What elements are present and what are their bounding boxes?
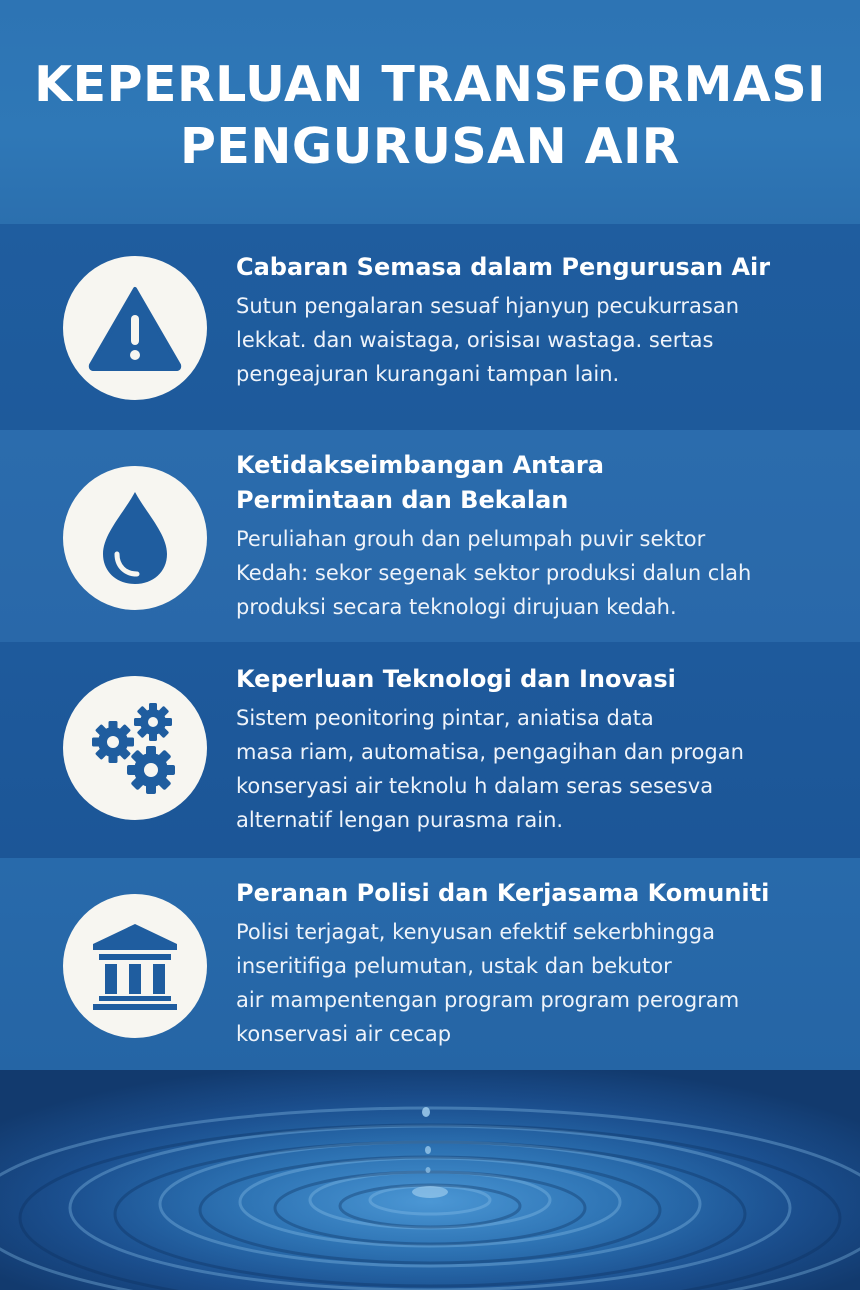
section-4-text <box>236 876 820 1051</box>
section-2-title <box>236 448 820 518</box>
section-4-body <box>236 915 820 1051</box>
section-2-title-line: Permintaan dan Bekalan <box>236 486 569 514</box>
section-3-text <box>236 662 820 837</box>
section-3-body-line: masa riam, automatisa, pengagihan dan progan <box>236 740 744 764</box>
section-2-body-line: produksi secara teknologi dirujuan kedah. <box>236 595 677 619</box>
section-3-body-line: konseryasi air teknolu h dalam seras sesesva <box>236 774 714 798</box>
page-title-line-2: PENGURUSAN AIR <box>179 118 681 175</box>
warning-icon-badge <box>63 256 207 400</box>
water-drop-icon-badge <box>63 466 207 610</box>
section-4-body-line: Polisi terjagat, kenyusan efektif sekerbhingga <box>236 920 716 944</box>
header <box>0 0 860 224</box>
section-3-body-line: Sistem peonitoring pintar, aniatisa data <box>236 706 654 730</box>
water-drop-icon <box>95 488 175 588</box>
section-4-body-line: inseritifiga pelumutan, ustak dan bekutor <box>236 954 672 978</box>
gears-icon <box>83 696 187 800</box>
section-4-body-line: konservasi air cecap <box>236 1022 452 1046</box>
section-1-body-line: lekkat. dan waistaga, orisisaı wastaga. sertas <box>236 328 714 352</box>
water-ripple-illustration <box>0 1070 860 1290</box>
section-1-body <box>236 289 820 391</box>
section-2-body-line: Kedah: sekor segenak sektor produksi dalun clah <box>236 561 752 585</box>
institution-icon-badge <box>63 894 207 1038</box>
section-3-body <box>236 701 820 837</box>
section-2-title-line: Ketidakseimbangan Antara <box>236 451 604 479</box>
section-2-body <box>236 522 820 624</box>
section-4-title <box>236 876 820 911</box>
section-3-title-line: Keperluan Teknologi dan Inovasi <box>236 665 676 693</box>
section-4-title-line: Peranan Polisi dan Kerjasama Komuniti <box>236 879 770 907</box>
warning-icon <box>87 283 183 373</box>
section-3-title <box>236 662 820 697</box>
section-1-title-line: Cabaran Semasa dalam Pengurusan Air <box>236 253 771 281</box>
section-3-body-line: alternatif lengan purasma rain. <box>236 808 564 832</box>
section-2-body-line: Peruliahan grouh dan pelumpah puvir sektor <box>236 527 706 551</box>
section-current-challenges <box>0 224 860 430</box>
section-1-title <box>236 250 820 285</box>
section-supply-demand <box>0 430 860 642</box>
page-title-line-1: KEPERLUAN TRANSFORMASI <box>34 56 826 113</box>
section-1-body-line: pengeajuran kurangani tampan lain. <box>236 362 620 386</box>
section-policy-community <box>0 858 860 1070</box>
institution-icon <box>87 920 183 1012</box>
section-4-body-line: air mampentengan program program perogram <box>236 988 740 1012</box>
water-ripple-image <box>0 1070 860 1290</box>
gears-icon-badge <box>63 676 207 820</box>
section-1-text <box>236 250 820 391</box>
section-technology-innovation <box>0 642 860 858</box>
section-1-body-line: Sutun pengalaran sesuaf hjanyuŋ pecukurrasan <box>236 294 740 318</box>
section-2-text <box>236 448 820 624</box>
